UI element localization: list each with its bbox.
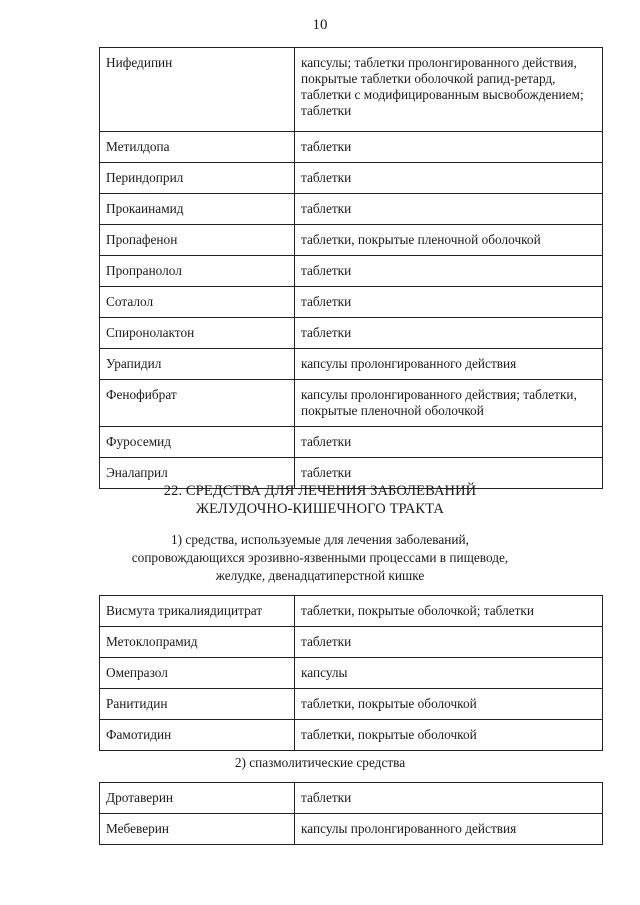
section-heading-line: 22. СРЕДСТВА ДЛЯ ЛЕЧЕНИЯ ЗАБОЛЕВАНИЙ (163, 483, 477, 499)
drug-form-cell: таблетки, покрытые оболочкой (295, 689, 603, 720)
table-row (100, 814, 603, 845)
table-row (100, 658, 603, 689)
table-row (100, 194, 603, 225)
table-row (100, 132, 603, 163)
drug-name-cell: Метилдопа (100, 132, 295, 163)
drug-name-cell: Ранитидин (100, 689, 295, 720)
drug-name-cell: Урапидил (100, 349, 295, 380)
drug-name-cell: Эналаприл (100, 458, 295, 489)
section-heading (0, 482, 640, 518)
table-row (100, 596, 603, 627)
table-row (100, 163, 603, 194)
drug-form-cell: таблетки, покрытые оболочкой; таблетки (295, 596, 603, 627)
drug-form-cell: таблетки (295, 783, 603, 814)
table-row (100, 380, 603, 427)
table-row (100, 427, 603, 458)
drug-form-cell: капсулы пролонгированного действия (295, 349, 603, 380)
table-row (100, 627, 603, 658)
table-row (100, 256, 603, 287)
drug-name-cell: Мебеверин (100, 814, 295, 845)
page-number: 10 (312, 17, 328, 33)
drug-table-ulcer (99, 595, 603, 751)
drug-form-cell: таблетки (295, 318, 603, 349)
drug-table-cardiovascular (99, 47, 603, 489)
subsection-heading-line: 2) спазмолитические средства (234, 755, 406, 770)
table-row (100, 225, 603, 256)
drug-form-cell: таблетки, покрытые пленочной оболочкой (295, 225, 603, 256)
table-row (100, 720, 603, 751)
drug-name-cell: Фамотидин (100, 720, 295, 751)
drug-form-cell: капсулы пролонгированного действия (295, 814, 603, 845)
drug-name-cell: Висмута трикалиядицитрат (100, 596, 295, 627)
subsection-heading-line: сопровождающихся эрозивно-язвенными процессами в пищеводе, (131, 550, 509, 565)
drug-name-cell: Пропафенон (100, 225, 295, 256)
drug-form-cell: таблетки (295, 458, 603, 489)
drug-form-cell: капсулы; таблетки пролонгированного действия, покрытые таблетки оболочкой рапид-ретард, таблетки с модифицированным высвобождением; таблетки (295, 48, 603, 132)
drug-name-cell: Омепразол (100, 658, 295, 689)
drug-form-cell: таблетки (295, 256, 603, 287)
drug-form-cell: капсулы пролонгированного действия; таблетки, покрытые пленочной оболочкой (295, 380, 603, 427)
drug-name-cell: Дротаверин (100, 783, 295, 814)
drug-name-cell: Фуросемид (100, 427, 295, 458)
drug-form-cell: таблетки (295, 163, 603, 194)
drug-form-cell: таблетки, покрытые оболочкой (295, 720, 603, 751)
table-row (100, 349, 603, 380)
drug-form-cell: таблетки (295, 287, 603, 318)
subsection-heading (0, 531, 640, 585)
table-row (100, 287, 603, 318)
table-row (100, 48, 603, 132)
drug-name-cell: Нифедипин (100, 48, 295, 132)
drug-name-cell: Периндоприл (100, 163, 295, 194)
drug-name-cell: Пропранолол (100, 256, 295, 287)
section-heading-line: ЖЕЛУДОЧНО-КИШЕЧНОГО ТРАКТА (195, 501, 445, 517)
table-row (100, 689, 603, 720)
drug-name-cell: Прокаинамид (100, 194, 295, 225)
table-row (100, 318, 603, 349)
subsection-heading-line: 1) средства, используемые для лечения заболеваний, (171, 532, 469, 547)
drug-form-cell: таблетки (295, 427, 603, 458)
subsection-heading (0, 754, 640, 772)
table-row (100, 783, 603, 814)
drug-name-cell: Соталол (100, 287, 295, 318)
drug-table-antispasmodic (99, 782, 603, 845)
subsection-heading-line: желудке, двенадцатиперстной кишке (215, 568, 425, 583)
drug-form-cell: капсулы (295, 658, 603, 689)
drug-form-cell: таблетки (295, 627, 603, 658)
drug-form-cell: таблетки (295, 132, 603, 163)
drug-name-cell: Спиронолактон (100, 318, 295, 349)
drug-form-cell: таблетки (295, 194, 603, 225)
drug-name-cell: Метоклопрамид (100, 627, 295, 658)
drug-name-cell: Фенофибрат (100, 380, 295, 427)
